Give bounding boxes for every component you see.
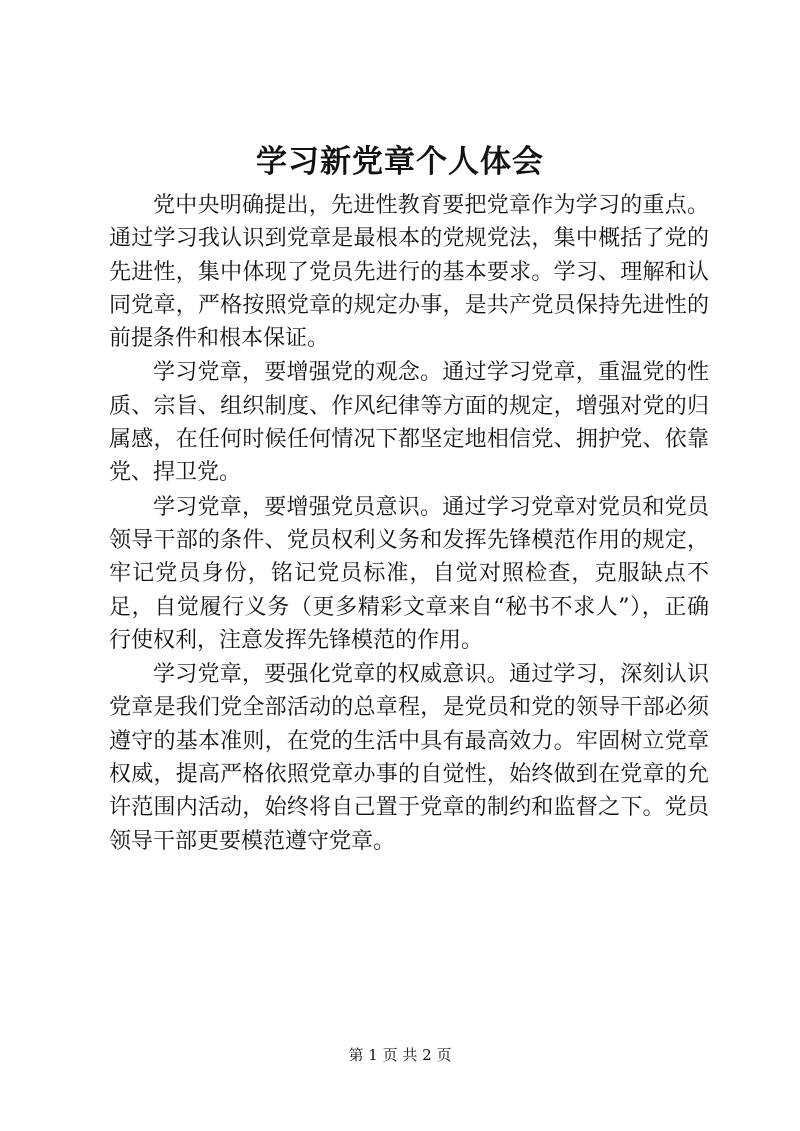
- document-title: 学习新党章个人体会: [256, 144, 544, 180]
- document-body: [109, 189, 709, 859]
- paragraph-1: 党中央明确提出，先进性教育要把党章作为学习的重点。通过学习我认识到党章是最根本的党规党法，集中概括了党的先进性，集中体现了党员先进行的基本要求。学习、理解和认同党章，严格按照党章的规定办事，是共产党员保持先进性的前提条件和根本保证。: [109, 193, 709, 352]
- paragraph-2: 学习党章，要增强党的观念。通过学习党章，重温党的性质、宗旨、组织制度、作风纪律等方面的规定，增强对党的归属感，在任何时候任何情况下都坚定地相信党、拥护党、依靠党、捍卫党。: [109, 360, 709, 486]
- paragraph-3: 学习党章，要增强党员意识。通过学习党章对党员和党员领导干部的条件、党员权利义务和发挥先锋模范作用的规定，牢记党员身份，铭记党员标准，自觉对照检查，克服缺点不足，自觉履行义务（更多精彩文章来自“秘书不求人”），正确行使权利，注意发挥先锋模范的作用。: [109, 494, 709, 653]
- page-footer: 第 1 页 共 2 页: [348, 1046, 452, 1064]
- paragraph-4: 学习党章，要强化党章的权威意识。通过学习，深刻认识党章是我们党全部活动的总章程，是党员和党的领导干部必须遵守的基本准则，在党的生活中具有最高效力。牢固树立党章权威，提高严格依照党章办事的自觉性，始终做到在党章的允许范围内活动，始终将自己置于党章的制约和监督之下。党员领导干部更要模范遵守党章。: [109, 662, 709, 854]
